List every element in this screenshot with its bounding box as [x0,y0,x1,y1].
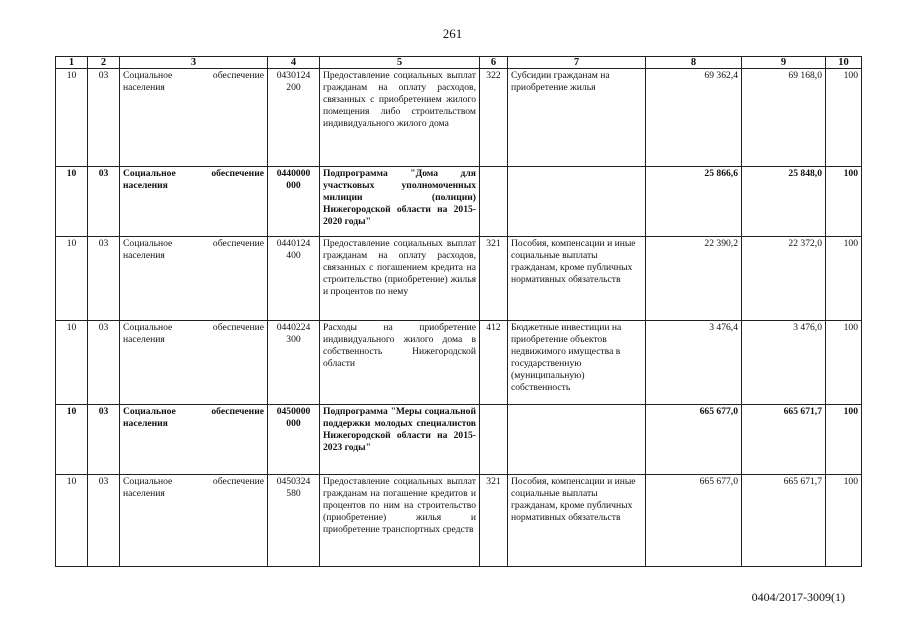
article-name-cell: Подпрограмма "Дома для участковых уполномоченных милиции (полиции) Нижегородской области на 2015-2020 годы" [320,167,480,237]
section-name-cell: Социальное обеспечение населения [120,475,268,567]
table-row [56,69,862,167]
table-row [56,405,862,475]
section-name-cell: Социальное обеспечение населения [120,237,268,321]
subsection-code-cell: 03 [88,69,120,167]
column-header-10: 10 [826,57,862,69]
expense-type-code-cell [480,167,508,237]
budget-table [55,56,862,567]
column-header-5: 5 [320,57,480,69]
execution-percent-cell: 100 [826,237,862,321]
expense-type-code-cell: 412 [480,321,508,405]
approved-amount-cell: 69 362,4 [646,69,742,167]
executed-amount-cell: 22 372,0 [742,237,826,321]
target-article-code-cell: 0440000 000 [268,167,320,237]
approved-amount-cell: 3 476,4 [646,321,742,405]
document-code: 0404/2017-3009(1) [751,590,845,604]
execution-percent-cell: 100 [826,405,862,475]
section-code-cell: 10 [56,321,88,405]
execution-percent-cell: 100 [826,475,862,567]
section-code-cell: 10 [56,405,88,475]
section-code-cell: 10 [56,237,88,321]
approved-amount-cell: 665 677,0 [646,405,742,475]
approved-amount-cell: 22 390,2 [646,237,742,321]
expense-type-name-cell: Субсидии гражданам на приобретение жилья [508,69,646,167]
executed-amount-cell: 69 168,0 [742,69,826,167]
section-code-cell: 10 [56,69,88,167]
target-article-code-cell: 0450324 580 [268,475,320,567]
table-row [56,237,862,321]
executed-amount-cell: 665 671,7 [742,475,826,567]
target-article-code-cell: 0450000 000 [268,405,320,475]
column-header-8: 8 [646,57,742,69]
expense-type-code-cell [480,405,508,475]
column-header-6: 6 [480,57,508,69]
column-header-3: 3 [120,57,268,69]
target-article-code-cell: 0430124 200 [268,69,320,167]
article-name-cell: Подпрограмма "Меры социальной поддержки молодых специалистов Нижегородской области на 2015-2023 годы" [320,405,480,475]
expense-type-name-cell [508,167,646,237]
subsection-code-cell: 03 [88,321,120,405]
expense-type-code-cell: 322 [480,69,508,167]
column-header-7: 7 [508,57,646,69]
section-code-cell: 10 [56,167,88,237]
executed-amount-cell: 25 848,0 [742,167,826,237]
table-row [56,321,862,405]
section-name-cell: Социальное обеспечение населения [120,405,268,475]
approved-amount-cell: 665 677,0 [646,475,742,567]
execution-percent-cell: 100 [826,167,862,237]
execution-percent-cell: 100 [826,69,862,167]
table-row [56,475,862,567]
article-name-cell: Предоставление социальных выплат гражданам на оплату расходов, связанных с погашением кредита на строительство (приобретение) жилья и процентов по нему [320,237,480,321]
expense-type-name-cell: Бюджетные инвестиции на приобретение объектов недвижимого имущества в государственную (муниципальную) собственность [508,321,646,405]
expense-type-name-cell: Пособия, компенсации и иные социальные выплаты гражданам, кроме публичных нормативных обязательств [508,475,646,567]
table-body [56,69,862,567]
section-name-cell: Социальное обеспечение населения [120,321,268,405]
article-name-cell: Предоставление социальных выплат гражданам на погашение кредитов и процентов по ним на строительство (приобретение) жилья и приобретение транспортных средств [320,475,480,567]
expense-type-name-cell: Пособия, компенсации и иные социальные выплаты гражданам, кроме публичных нормативных обязательств [508,237,646,321]
column-header-4: 4 [268,57,320,69]
section-code-cell: 10 [56,475,88,567]
target-article-code-cell: 0440224 300 [268,321,320,405]
subsection-code-cell: 03 [88,237,120,321]
page-number: 261 [442,26,463,41]
column-header-2: 2 [88,57,120,69]
subsection-code-cell: 03 [88,167,120,237]
section-name-cell: Социальное обеспечение населения [120,69,268,167]
expense-type-name-cell [508,405,646,475]
executed-amount-cell: 3 476,0 [742,321,826,405]
subsection-code-cell: 03 [88,405,120,475]
column-header-1: 1 [56,57,88,69]
table-row [56,167,862,237]
section-name-cell: Социальное обеспечение населения [120,167,268,237]
approved-amount-cell: 25 866,6 [646,167,742,237]
expense-type-code-cell: 321 [480,237,508,321]
expense-type-code-cell: 321 [480,475,508,567]
executed-amount-cell: 665 671,7 [742,405,826,475]
subsection-code-cell: 03 [88,475,120,567]
target-article-code-cell: 0440124 400 [268,237,320,321]
header-row [56,57,862,69]
execution-percent-cell: 100 [826,321,862,405]
article-name-cell: Расходы на приобретение индивидуального жилого дома в собственность Нижегородской области [320,321,480,405]
article-name-cell: Предоставление социальных выплат гражданам на оплату расходов, связанных с приобретением жилого помещения либо строительством индивидуального жилого дома [320,69,480,167]
column-header-9: 9 [742,57,826,69]
